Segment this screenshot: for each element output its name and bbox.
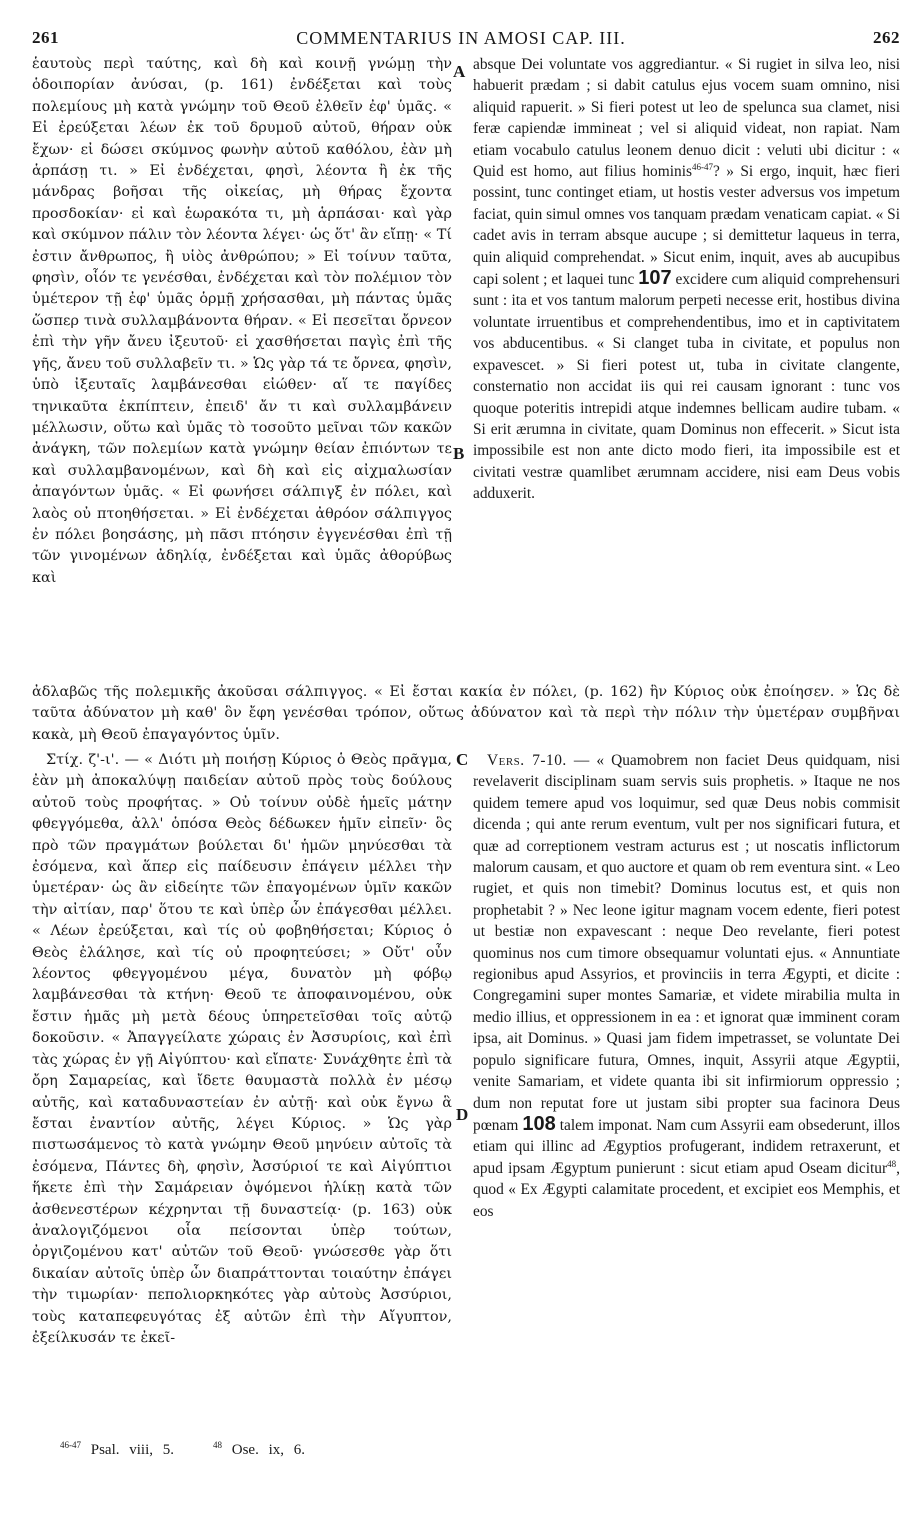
footnote-text-1: Psal. viii, 5. — [90, 1442, 175, 1458]
latin-text-1c: excidere cum aliquid comprehensuri sunt : ita et vos tantum malorum perpeti necesse erit, hostibus divina voluntate irruentibus et comprehendentibus, imo et in captivitatem vos abducentibus. « Si clanget tuba in civitate, et populus non expavescet. » Si fieri potest ut, tuba in civitate clangente, consternatio non accidat iis qui rei causam ignorant : tunc vos quoque poteritis intrepidi atque indemnes bellicam audire tubam. « Si erit ærumna in civitate, quam Dominus non effecerit. » Sicut ista impossibile est non ante dicto modo fieri, ita impossibile est et civitati vestræ quamlibet ærumnam accidere, nisi eam Deus vobis adduxerit. — [473, 271, 900, 503]
footnote-mark-46-47: 46-47 — [60, 1440, 81, 1450]
greek-column-lower — [32, 750, 452, 1349]
latin-column-lower — [473, 750, 900, 1222]
footnotes — [60, 1442, 305, 1459]
column-number-107: 107 — [638, 267, 672, 290]
latin-paragraph-2 — [473, 750, 900, 1222]
latin-text-1b: ? » Si ergo, inquit, hæc fieri possint, tunc continget etiam, ut hostis vester adversus vos impetum faciat, quin simul omnes vos tanquam prædam venaticam capiat. « Si cadet avis in terram absque aucupe ; si demittetur laqueus in terra, quin aliquid comprehendat. » Sicut enim, inquit, aves ab aucupibus capi solent ; et laquei tunc — [473, 163, 900, 289]
page-number-left: 261 — [32, 28, 59, 47]
margin-letter-c: C — [456, 750, 469, 769]
greek-full-width-lines: ἀδλαβῶς τῆς πολεμικῆς ἀκοῦσαι σάλπιγγος. « Εἰ ἔσται κακία ἐν πόλει, (p. 162) ἣν Κύριος οὐκ ἐποίησεν. » Ὡς δὲ ταῦτα ἀδύνατον μὴ καθ' ὃν ἔφη γενέσθαι τρόπον, οὕτως ἀδύνατον καὶ τὰ περὶ τὴν πόλιν τὴν ὑμετέραν συμβῆναι κακὰ, μὴ Θεοῦ ἐπαγαγόντος ὑμῖν. — [32, 684, 900, 743]
latin-text-1a: absque Dei voluntate vos aggrediantur. « Si rugiet in silva leo, nisi habuerit prædam ; si dabit catulus ejus vocem suam omnino, nisi aliquid rapuerit. » Si fieri potest ut leo de spelunca sua clamet, nisi feræ capiendæ immineat ; vel si aliquid videat, non rapiat. Nam etiam vocabulo catulus leonem denuo dicit : veluti ubi dicitur : « Quid est homo, aut filius hominis — [473, 56, 900, 181]
greek-paragraph-1: ἑαυτοὺς περὶ ταύτης, καὶ δὴ καὶ κοινῇ γνώμῃ τὴν ὁδοιπορίαν ἀνύσαι, (p. 161) ἐνδέξεται καὶ τοὺς πολεμίους μὴ κατὰ γνώμην τοῦ Θεοῦ ἐλθεῖν ἐφ' ὑμᾶς. « Εἰ ἐρεύξεται λέων ἐκ τοῦ δρυμοῦ αὐτοῦ, θήραν οὐκ ἔχων· εἰ δώσει σκύμνος φωνὴν αὐτοῦ καθόλου, ἐὰν μὴ ἁρπάσῃ τι. » Εἰ ἐνδέχεται, φησὶ, λέοντα ἢ ἐκ τῆς μάνδρας βοῆσαι τῆς οἰκείας, μὴ θήρας ἔχοντα προσδοκίαν· εἰ καὶ ἑωρακότα τι, μὴ ἁρπάσαι· καὶ γὰρ καὶ σκύμνον πάλιν τὸν λέοντα λέγει· ὡς ὅτ' ἂν εἴπῃ· « Τί ἐστιν ἄνθρωπος, ἢ υἱὸς ἀνθρώπου; » Εἰ τοίνυν ταῦτα, φησὶν, οἷόν τε γενέσθαι, ἐνδέχεται καὶ τὸν πολέμιον τὸν ὑμέτερον τῇ ἐφ' ὑμᾶς ὁρμῇ χρήσασθαι, μὴ πάντας ὑμᾶς ὥσπερ τινὰ συλλαμβάνοντα θήραν. « Εἰ πεσεῖται ὄρνεον ἐπὶ τὴν γῆν ἄνευ ἰξευτοῦ· εἰ χασθήσεται παγὶς ἐπὶ τῆς γῆς, ἄνευ τοῦ συλλαβεῖν τι. » Ὡς γὰρ τά τε ὄρνεα, φησὶν, ὑπὸ ἰξευταῖς λαμβάνεσθαι εἰώθεν· αἵ τε παγίδες τηνικαῦτα ἐκπίπτειν, ἐπειδ' ἄν τι καὶ συλλαμβάνειν μέλλωσιν, οὕτω καὶ ὑμᾶς τὸ τοσοῦτο μεῖναι τῶν κακῶν ἀνάγκη, τῶν πολεμίων κατὰ γνώμην θείαν ἐπιόντων τε καὶ συλλαμβανομένων, καὶ δὴ καὶ εἰς αἰχμαλωσίαν ἀπαγόντων ὑμᾶς. « Εἰ φωνήσει σάλπιγξ ἐν πόλει, καὶ λαὸς οὐ πτοηθήσεται. » Εἰ ἐνδέχεται ἀθρόον σάλπιγγος ἐν πόλει βοησάσης, μὴ πᾶσι πτόησιν ἐγγενέσθαι ἐπὶ τῇ τῶν γινομένων ἀδηλίᾳ, ἐνδέξεται καὶ ὑμᾶς ἀθορύβως καὶ — [32, 56, 452, 586]
latin-text-2b: talem imponat. Nam cum Assyrii eam obsederunt, illos etiam qui illinc ad Ægyptios profugerant, indidem retraxerunt, et apud ipsam Ægyptum punierunt : sicut etiam apud Oseam dicitur — [473, 1116, 900, 1177]
page-number-right: 262 — [873, 28, 900, 47]
latin-paragraph-1 — [473, 54, 900, 505]
footnote-mark-48: 48 — [213, 1440, 223, 1450]
footnote-text-2: Ose. ix, 6. — [231, 1442, 306, 1458]
greek-column-upper — [32, 54, 452, 589]
margin-letter-a: A — [453, 62, 466, 81]
latin-column-upper — [473, 54, 900, 505]
column-number-108: 108 — [522, 1112, 556, 1135]
footnote-ref-48: 48 — [887, 1158, 897, 1169]
verse-label: Vers. 7-10. — [487, 752, 567, 769]
greek-paragraph-2: Στίχ. ζ'-ι'. — « Διότι μὴ ποιήσῃ Κύριος ὁ Θεὸς πρᾶγμα, ἐὰν μὴ ἀποκαλύψῃ παιδείαν αὐτοῦ πρὸς τοὺς δούλους αὐτοῦ τοὺς προφήτας. » Οὐ τοίνυν οὐδὲ ἡμεῖς μάτην φθεγγόμεθα, ἀλλ' ὁπόσα Θεὸς δέδωκεν ἡμῖν εἰπεῖν· ὃς πρὸ τῶν πραγμάτων βούλεται δι' ἡμῶν μηνύεσθαι τὰ ἐσόμενα, καὶ ἅπερ εἰς παίδευσιν ἐπάγειν μέλλει τὴν ὑμετέραν· ὡς ἂν εἰδείητε τῶν ἐπαγομένων ὑμῖν κακῶν τὴν αἰτίαν, παρ' ὅτου τε καὶ ὑπὲρ ὧν ἐπάγεσθαι μέλλει. « Λέων ἐρεύξεται, καὶ τίς οὐ φοβηθήσεται; Κύριος ὁ Θεὸς ἐλάλησε, καὶ τίς οὐ προφητεύσει; » Οὔτ' οὖν λέοντος φθεγγομένου μέγα, δυνατὸν μὴ φόβῳ λαμβάνεσθαι τὰ κτήνη· Θεοῦ τε ἀποφαινομένου, οὐκ ἔστιν ἡμᾶς μὴ μετὰ δέους ὑπηρετεῖσθαι τοῖς αὐτῷ δοκοῦσιν. « Ἀπαγγείλατε χώραις ἐν Ἀσσυρίοις, καὶ ἐπὶ τὰς χώρας ἐν γῇ Αἰγύπτου· καὶ εἴπατε· Συνάχθητε ἐπὶ τὰ ὄρη Σαμαρείας, καὶ ἴδετε θαυμαστὰ πολλὰ ἐν μέσῳ αὐτῆς, καὶ καταδυναστείαν ἐν αὐτῇ· καὶ οὐκ ἔγνω ἃ ἔσται ἐναντίον αὐτῆς, λέγει Κύριος. » Ὡς γὰρ πιστωσάμενος τὸ κατὰ γνώμην Θεοῦ μηνύειν αὐτοῖς τὰ ἐσόμενα, Πάντες δὴ, φησὶν, Ἀσσύριοί τε καὶ Αἰγύπτιοι ἥκετε ἐπὶ τὴν Σαμάρειαν ὀψόμενοι ἡλίκῃ κατὰ τῶν ἀσθενεστέρων κέχρηνται τῇ δυναστείᾳ· (p. 163) οὐκ ἀναλογιζόμενοι οἷα πείσονται ὑπὲρ τούτων, ὀργιζομένου κατ' αὐτῶν τοῦ Θεοῦ· γνώσεσθε γὰρ ὅτι δικαίαν αὐτοῖς ὑπὲρ ὧν διαπράττονται τοιαύτην ἐπάγει τὴν τιμωρίαν· πεπολιορκηκότες γὰρ αὐτοὺς Ἀσσύριοι, τοὺς καταπεφευγότας ἐξ αὐτῶν ἐπὶ τὴν Αἴγυπτον, ἐξείλκυσάν τε ἐκεῖ- — [32, 752, 452, 1346]
running-title: COMMENTARIUS IN AMOSI CAP. III. — [296, 28, 626, 48]
footnote-ref-46-47: 46-47 — [691, 161, 713, 172]
margin-letter-b: B — [453, 444, 465, 463]
latin-text-2c: , quod « Ex Ægypti calamitate procedent, et excipiet eos Memphis, et eos — [473, 1159, 900, 1220]
margin-letter-d: D — [456, 1105, 469, 1124]
latin-text-2a: — « Quamobrem non faciet Deus quidquam, nisi revelaverit disciplinam suam servis suis prophetis. » Itaque ne nos quidem temere apud vos loquimur, sed quæ Deus nobis commisit dicenda ; qui ante rerum eventum, vult per nos significari futura, et quæ ad correptionem vestram acturus est ; ut noscatis inflictorum malorum causam, et quo auctore et quam ob rem eventura sint. « Leo rugiet, et quis non timebit? Dominus locutus est, et quis non prophetabit ? » Nec leone igitur magnam vocem edente, fieri potest ut bestiæ non expavescant : neque Deo revelante, fieri potest quominus nos cum timore obsequamur voluntati ejus. « Annuntiate regionibus apud Assyrios, et provinciis in terra Ægypti, et dicite : Congregamini super montes Samariæ, et videte mirabilia multa in medio illius, et oppressionem in ea : et ignorat quæ imminent coram ipsa, ait Dominus. » Quasi jam fidem impetrasset, se voluntate Dei populo significare futura, Omnes, inquit, Assyrii atque Ægyptii, venite Samariam, et videte quanta ibi sit infirmiorum oppressio ; dum non reputat fore ut justam sibi propter sua facinora Deus pœnam — [473, 752, 900, 1134]
